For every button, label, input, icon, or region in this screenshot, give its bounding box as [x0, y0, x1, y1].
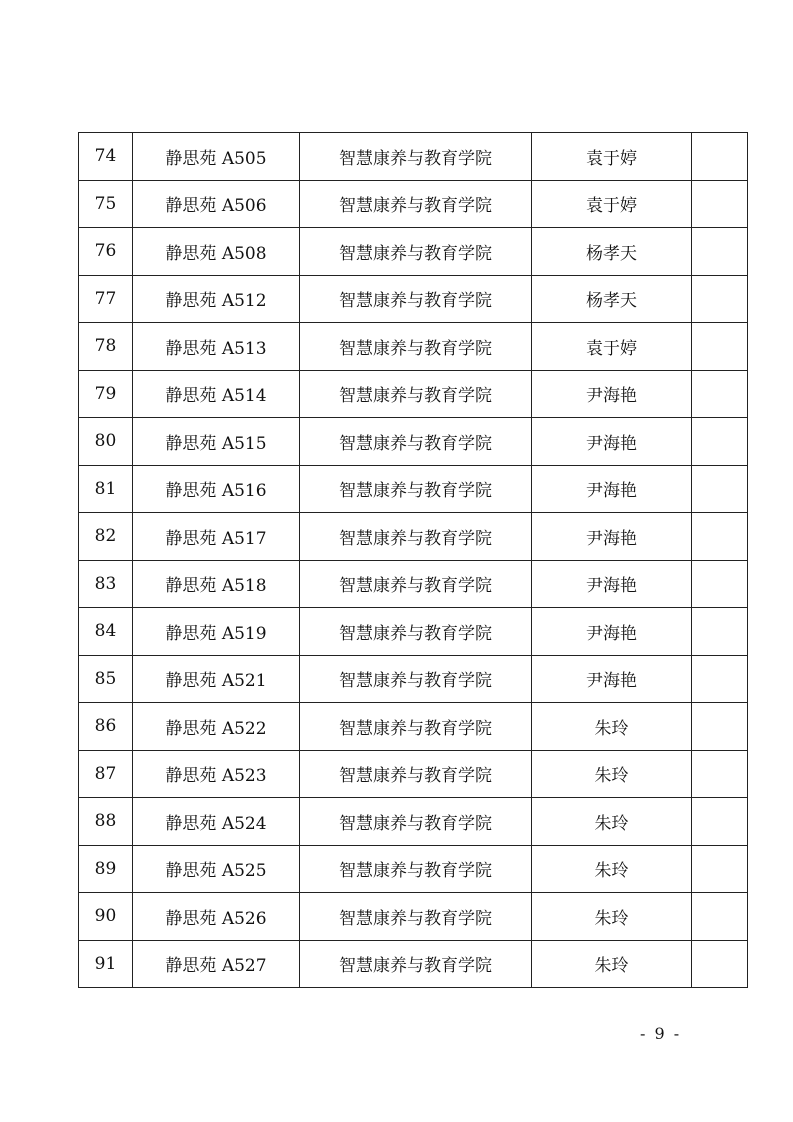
cell-number: 79: [79, 370, 133, 418]
cell-room: 静思苑 A512: [133, 275, 300, 323]
cell-person: 袁于婷: [532, 180, 692, 228]
cell-note: [692, 940, 748, 988]
cell-room: 静思苑 A514: [133, 370, 300, 418]
cell-person: 袁于婷: [532, 323, 692, 371]
cell-person: 尹海艳: [532, 513, 692, 561]
cell-number: 83: [79, 560, 133, 608]
page-number: - 9 -: [640, 1024, 682, 1043]
cell-department: 智慧康养与教育学院: [300, 370, 532, 418]
table-row: [79, 228, 748, 276]
cell-department: 智慧康养与教育学院: [300, 655, 532, 703]
cell-person: 尹海艳: [532, 608, 692, 656]
table-row: [79, 608, 748, 656]
cell-number: 89: [79, 845, 133, 893]
cell-person: 朱玲: [532, 798, 692, 846]
cell-number: 80: [79, 418, 133, 466]
cell-number: 88: [79, 798, 133, 846]
cell-note: [692, 275, 748, 323]
cell-note: [692, 465, 748, 513]
cell-department: 智慧康养与教育学院: [300, 845, 532, 893]
cell-room: 静思苑 A505: [133, 133, 300, 181]
cell-department: 智慧康养与教育学院: [300, 133, 532, 181]
cell-department: 智慧康养与教育学院: [300, 560, 532, 608]
cell-department: 智慧康养与教育学院: [300, 703, 532, 751]
cell-number: 81: [79, 465, 133, 513]
table-row: [79, 750, 748, 798]
cell-note: [692, 560, 748, 608]
cell-note: [692, 180, 748, 228]
cell-person: 尹海艳: [532, 370, 692, 418]
cell-room: 静思苑 A522: [133, 703, 300, 751]
cell-room: 静思苑 A508: [133, 228, 300, 276]
cell-number: 74: [79, 133, 133, 181]
cell-room: 静思苑 A518: [133, 560, 300, 608]
cell-department: 智慧康养与教育学院: [300, 513, 532, 561]
cell-number: 76: [79, 228, 133, 276]
table-row: [79, 560, 748, 608]
table-row: [79, 370, 748, 418]
cell-room: 静思苑 A515: [133, 418, 300, 466]
cell-room: 静思苑 A521: [133, 655, 300, 703]
table-row: [79, 703, 748, 751]
cell-person: 杨孝天: [532, 275, 692, 323]
cell-room: 静思苑 A519: [133, 608, 300, 656]
cell-department: 智慧康养与教育学院: [300, 275, 532, 323]
cell-note: [692, 418, 748, 466]
cell-room: 静思苑 A525: [133, 845, 300, 893]
cell-number: 90: [79, 893, 133, 941]
table-row: [79, 465, 748, 513]
cell-person: 朱玲: [532, 893, 692, 941]
cell-number: 75: [79, 180, 133, 228]
cell-department: 智慧康养与教育学院: [300, 940, 532, 988]
cell-room: 静思苑 A517: [133, 513, 300, 561]
cell-note: [692, 750, 748, 798]
cell-department: 智慧康养与教育学院: [300, 893, 532, 941]
cell-room: 静思苑 A527: [133, 940, 300, 988]
cell-room: 静思苑 A506: [133, 180, 300, 228]
cell-number: 87: [79, 750, 133, 798]
cell-person: 尹海艳: [532, 560, 692, 608]
table-row: [79, 275, 748, 323]
table-row: [79, 845, 748, 893]
cell-number: 86: [79, 703, 133, 751]
cell-person: 袁于婷: [532, 133, 692, 181]
cell-number: 85: [79, 655, 133, 703]
dormitory-table: [78, 132, 748, 988]
cell-note: [692, 703, 748, 751]
table-row: [79, 418, 748, 466]
cell-department: 智慧康养与教育学院: [300, 323, 532, 371]
cell-number: 78: [79, 323, 133, 371]
table-row: [79, 180, 748, 228]
cell-person: 朱玲: [532, 703, 692, 751]
cell-person: 杨孝天: [532, 228, 692, 276]
table-row: [79, 133, 748, 181]
cell-room: 静思苑 A516: [133, 465, 300, 513]
cell-person: 尹海艳: [532, 655, 692, 703]
cell-department: 智慧康养与教育学院: [300, 228, 532, 276]
cell-number: 77: [79, 275, 133, 323]
cell-note: [692, 845, 748, 893]
cell-note: [692, 133, 748, 181]
table-row: [79, 940, 748, 988]
dormitory-table-body: [79, 133, 748, 988]
cell-room: 静思苑 A526: [133, 893, 300, 941]
cell-note: [692, 608, 748, 656]
cell-room: 静思苑 A523: [133, 750, 300, 798]
cell-department: 智慧康养与教育学院: [300, 798, 532, 846]
cell-person: 朱玲: [532, 845, 692, 893]
cell-person: 朱玲: [532, 750, 692, 798]
cell-department: 智慧康养与教育学院: [300, 465, 532, 513]
cell-number: 84: [79, 608, 133, 656]
cell-note: [692, 370, 748, 418]
cell-department: 智慧康养与教育学院: [300, 180, 532, 228]
table-row: [79, 655, 748, 703]
cell-note: [692, 798, 748, 846]
cell-note: [692, 655, 748, 703]
cell-room: 静思苑 A524: [133, 798, 300, 846]
table-row: [79, 798, 748, 846]
cell-department: 智慧康养与教育学院: [300, 608, 532, 656]
cell-note: [692, 893, 748, 941]
cell-number: 82: [79, 513, 133, 561]
cell-department: 智慧康养与教育学院: [300, 418, 532, 466]
cell-note: [692, 323, 748, 371]
cell-room: 静思苑 A513: [133, 323, 300, 371]
cell-person: 朱玲: [532, 940, 692, 988]
cell-department: 智慧康养与教育学院: [300, 750, 532, 798]
table-row: [79, 323, 748, 371]
cell-note: [692, 513, 748, 561]
table-row: [79, 893, 748, 941]
cell-number: 91: [79, 940, 133, 988]
cell-person: 尹海艳: [532, 465, 692, 513]
table-row: [79, 513, 748, 561]
cell-note: [692, 228, 748, 276]
cell-person: 尹海艳: [532, 418, 692, 466]
